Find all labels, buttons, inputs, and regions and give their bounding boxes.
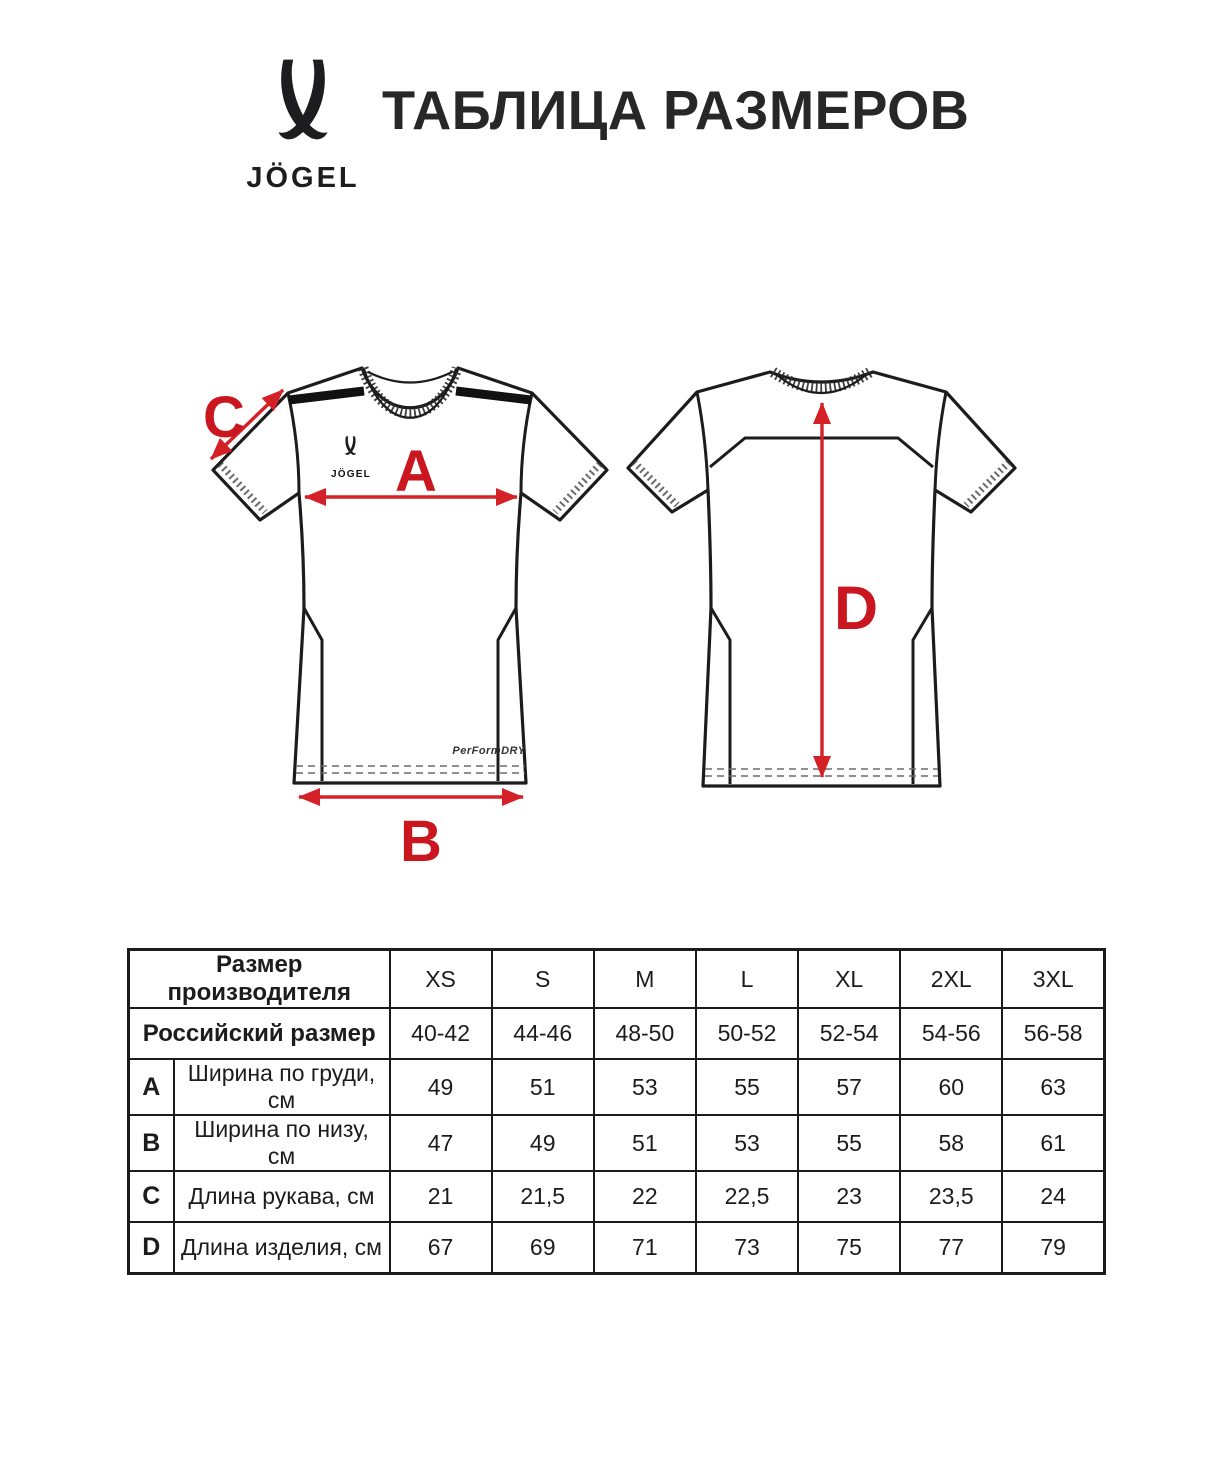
- value-cell: 63: [1002, 1059, 1104, 1115]
- value-cell: 67: [390, 1222, 492, 1274]
- measure-letter-cell: B: [129, 1115, 174, 1171]
- value-cell: 69: [492, 1222, 594, 1274]
- measure-letter-c: C: [203, 385, 245, 450]
- value-cell: 22: [594, 1171, 696, 1222]
- row-header: Российский размер: [129, 1008, 390, 1059]
- size-table: [127, 948, 1106, 1275]
- value-cell: 53: [594, 1059, 696, 1115]
- size-cell: 48-50: [594, 1008, 696, 1059]
- value-cell: 49: [492, 1115, 594, 1171]
- measure-row-d: [129, 1222, 1105, 1274]
- jogel-logo-icon: [262, 58, 344, 160]
- value-cell: 75: [798, 1222, 900, 1274]
- size-cell: 50-52: [696, 1008, 798, 1059]
- size-cell: 2XL: [900, 950, 1002, 1009]
- value-cell: 57: [798, 1059, 900, 1115]
- value-cell: 47: [390, 1115, 492, 1171]
- value-cell: 55: [696, 1059, 798, 1115]
- value-cell: 71: [594, 1222, 696, 1274]
- size-cell: M: [594, 950, 696, 1009]
- size-cell: XS: [390, 950, 492, 1009]
- value-cell: 49: [390, 1059, 492, 1115]
- shirt-front-drawing: [213, 368, 607, 783]
- measure-row-a: [129, 1059, 1105, 1115]
- measure-label-cell: Длина изделия, см: [174, 1222, 390, 1274]
- shirt-diagram: [190, 330, 1120, 890]
- measure-label-cell: Длина рукава, см: [174, 1171, 390, 1222]
- size-cell: 52-54: [798, 1008, 900, 1059]
- value-cell: 23,5: [900, 1171, 1002, 1222]
- measure-letter-cell: A: [129, 1059, 174, 1115]
- size-cell: 44-46: [492, 1008, 594, 1059]
- page-title: ТАБЛИЦА РАЗМЕРОВ: [382, 79, 970, 141]
- size-cell: 54-56: [900, 1008, 1002, 1059]
- value-cell: 53: [696, 1115, 798, 1171]
- value-cell: 51: [594, 1115, 696, 1171]
- measure-row-c: [129, 1171, 1105, 1222]
- value-cell: 51: [492, 1059, 594, 1115]
- value-cell: 73: [696, 1222, 798, 1274]
- value-cell: 79: [1002, 1222, 1104, 1274]
- measure-letter-cell: C: [129, 1171, 174, 1222]
- fabric-technology-label: PerFormDRY: [452, 745, 526, 757]
- value-cell: 77: [900, 1222, 1002, 1274]
- measure-letter-b: B: [400, 809, 442, 874]
- jogel-wordmark: JÖGEL: [246, 162, 360, 194]
- size-cell: XL: [798, 950, 900, 1009]
- measure-row-b: [129, 1115, 1105, 1171]
- measure-letter-cell: D: [129, 1222, 174, 1274]
- value-cell: 21: [390, 1171, 492, 1222]
- measure-label-cell: Ширина по низу, см: [174, 1115, 390, 1171]
- row-header: Размер производителя: [129, 950, 390, 1009]
- value-cell: 24: [1002, 1171, 1104, 1222]
- russian-size-row: [129, 1008, 1105, 1059]
- size-cell: L: [696, 950, 798, 1009]
- value-cell: 61: [1002, 1115, 1104, 1171]
- size-cell: 56-58: [1002, 1008, 1104, 1059]
- producer-size-row: [129, 950, 1105, 1009]
- size-cell: 3XL: [1002, 950, 1104, 1009]
- value-cell: 23: [798, 1171, 900, 1222]
- measure-letter-d: D: [834, 574, 879, 642]
- value-cell: 55: [798, 1115, 900, 1171]
- value-cell: 58: [900, 1115, 1002, 1171]
- value-cell: 60: [900, 1059, 1002, 1115]
- size-cell: S: [492, 950, 594, 1009]
- value-cell: 22,5: [696, 1171, 798, 1222]
- measure-letter-a: A: [395, 439, 437, 504]
- measure-label-cell: Ширина по груди, см: [174, 1059, 390, 1115]
- size-cell: 40-42: [390, 1008, 492, 1059]
- value-cell: 21,5: [492, 1171, 594, 1222]
- chest-logo-wordmark: JÖGEL: [331, 469, 371, 480]
